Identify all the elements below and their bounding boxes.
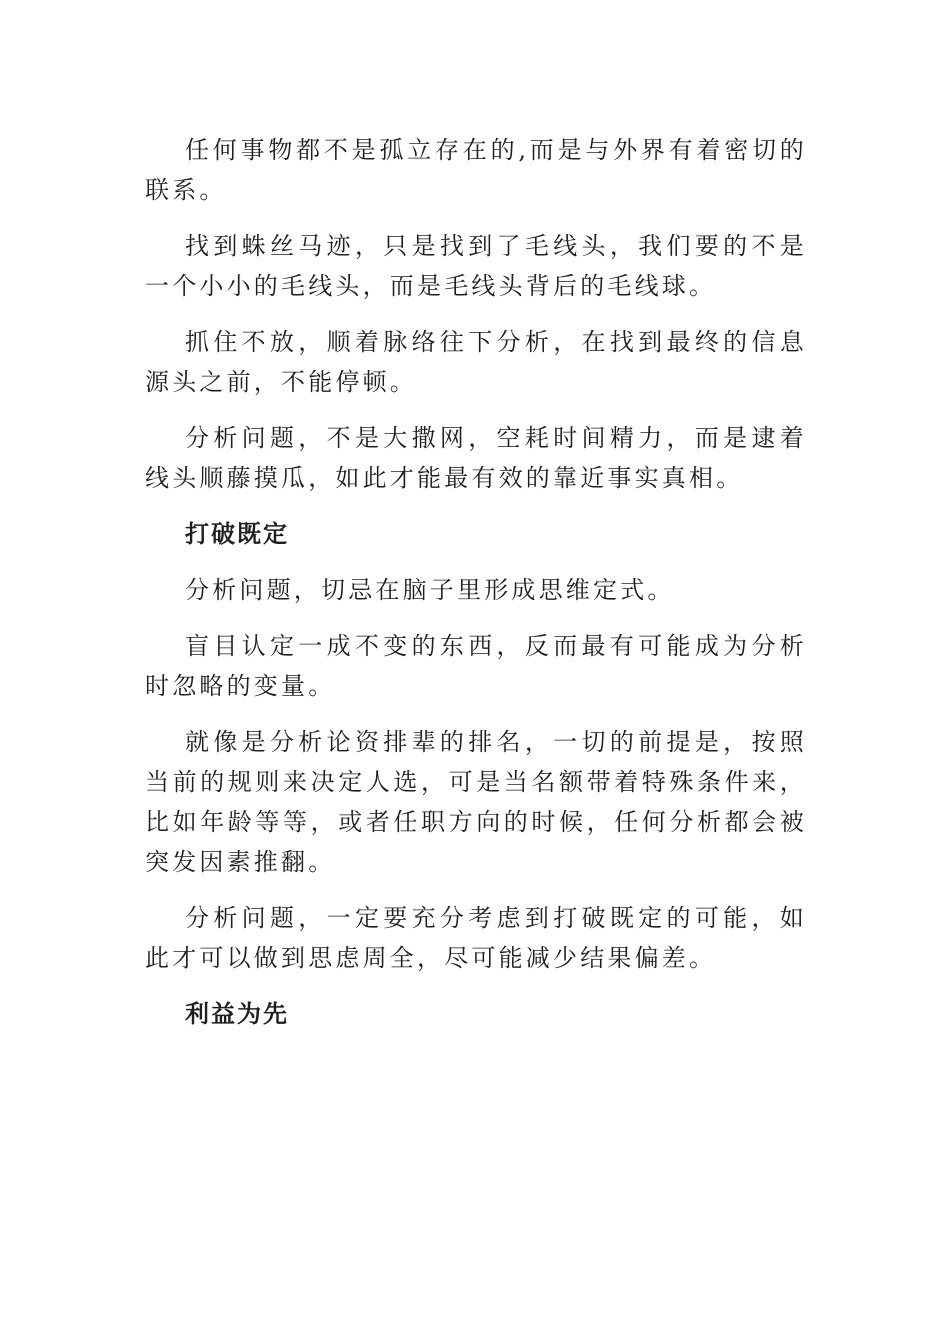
paragraph: 分析问题，不是大撒网，空耗时间精力，而是逮着线头顺藤摸瓜，如此才能最有效的靠近事实真相。 — [145, 424, 807, 492]
paragraph: 抓住不放，顺着脉络往下分析，在找到最终的信息源头之前，不能停顿。 — [145, 328, 807, 396]
paragraph: 分析问题，切忌在脑子里形成思维定式。 — [185, 576, 675, 604]
section-heading: 打破既定 — [185, 519, 289, 548]
section-heading: 利益为先 — [185, 999, 289, 1028]
paragraph: 找到蛛丝马迹，只是找到了毛线头，我们要的不是一个小小的毛线头，而是毛线头背后的毛线球。 — [145, 232, 807, 300]
paragraph: 盲目认定一成不变的东西，反而最有可能成为分析时忽略的变量。 — [145, 632, 807, 700]
paragraph: 就像是分析论资排辈的排名，一切的前提是，按照当前的规则来决定人选，可是当名额带着特殊条件来，比如年龄等等，或者任职方向的时候，任何分析都会被突发因素推翻。 — [145, 728, 807, 876]
paragraph: 分析问题，一定要充分考虑到打破既定的可能，如此才可以做到思虑周全，尽可能减少结果偏差。 — [145, 904, 807, 972]
paragraph: 任何事物都不是孤立存在的,而是与外界有着密切的联系。 — [145, 136, 807, 204]
document-body — [145, 130, 807, 1050]
